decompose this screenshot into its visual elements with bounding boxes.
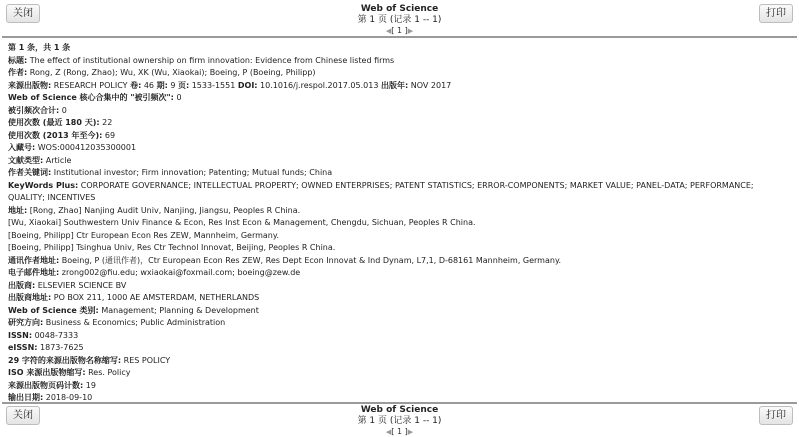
print-button[interactable]: 打印	[759, 4, 793, 23]
bottom-toolbar	[0, 402, 799, 436]
field-iso-abbr: ISO 来源出版物缩写: Res. Policy	[8, 368, 131, 377]
field-keywords-plus: KeyWords Plus: CORPORATE GOVERNANCE; INTELLECTUAL PROPERTY; OWNED ENTERPRISES; PATENT STATISTICS; ERROR-COMPONENTS; MARKET VALUE; PANEL-DATA; PERFORMANCE; QUALITY; INCENTIVES	[8, 180, 754, 202]
field-accession: 入藏号: WOS:000412035300001	[8, 143, 137, 152]
field-eissn: eISSN: 1873-7625	[8, 343, 84, 352]
field-email: 电子邮件地址: zrong002@fiu.edu; wxiaokai@foxmail.com; boeing@zew.de	[8, 268, 301, 277]
field-page-count: 来源出版物页码计数: 19	[8, 380, 96, 390]
page-title: Web of Science	[360, 4, 439, 14]
address-line: [Boeing, Philipp] Tsinghua Univ, Res Ctr Technol Innovat, Beijing, Peoples R China.	[8, 243, 336, 252]
field-output-date: 输出日期: 2018-09-10	[8, 393, 93, 402]
next-page-icon[interactable]: ▶	[407, 428, 414, 436]
field-source: 来源出版物: RESEARCH POLICY 卷: 46 期: 9 页: 1533-1551 DOI: 10.1016/j.respol.2017.05.013 出版年: NOV 2017	[8, 80, 452, 90]
record-content	[8, 42, 793, 405]
prev-page-icon[interactable]: ◀	[385, 428, 392, 436]
record-count: 第 1 条，共 1 条	[8, 43, 71, 52]
field-publisher-address: 出版商地址: PO BOX 211, 1000 AE AMSTERDAM, NETHERLANDS	[8, 293, 260, 302]
field-issn: ISSN: 0048-7333	[8, 330, 79, 340]
prev-page-icon[interactable]: ◀	[385, 27, 392, 35]
print-button-bottom[interactable]: 打印	[759, 406, 793, 425]
close-button[interactable]: 关闭	[6, 4, 40, 23]
field-wos-cited: Web of Science 核心合集中的 "被引频次": 0	[8, 93, 182, 102]
field-doctype: 文献类型: Article	[8, 155, 72, 165]
field-research-area: 研究方向: Business & Economics; Public Administration	[8, 318, 226, 327]
field-usage-180: 使用次数 (最近 180 天): 22	[8, 118, 113, 127]
address-line: [Wu, Xiaokai] Southwestern Univ Finance & Econ, Res Inst Econ & Management, Chengdu, Sichuan, Peoples R China.	[8, 218, 476, 227]
page-info: 第 1 页 (记录 1 -- 1)	[357, 15, 442, 25]
footer-page-info: 第 1 页 (记录 1 -- 1)	[357, 416, 442, 426]
field-wos-category: Web of Science 类别: Management; Planning & Development	[8, 305, 259, 315]
footer-divider	[2, 402, 797, 404]
footer-pager	[0, 427, 799, 437]
field-reprint-address: 通讯作者地址: Boeing, P (通讯作者)，Ctr European Econ Res ZEW, Res Dept Econ Innovat & Ind Dynam, L7,1, D-68161 Mannheim, Germany.	[8, 255, 562, 265]
header-divider	[2, 36, 797, 38]
pager-label[interactable]: [ 1 ]	[391, 26, 408, 35]
footer-pager-label[interactable]: [ 1 ]	[391, 427, 408, 436]
field-usage-2013: 使用次数 (2013 年至今): 69	[8, 130, 116, 140]
next-page-icon[interactable]: ▶	[407, 27, 414, 35]
field-publisher: 出版商: ELSEVIER SCIENCE BV	[8, 280, 127, 290]
field-title: 标题: The effect of institutional ownership on firm innovation: Evidence from Chinese listed firms	[8, 55, 395, 65]
close-button-bottom[interactable]: 关闭	[6, 406, 40, 425]
field-abbr29: 29 字符的来源出版物名称缩写: RES POLICY	[8, 355, 171, 365]
field-total-cited: 被引频次合计: 0	[8, 105, 67, 115]
address-line: [Boeing, Philipp] Ctr European Econ Res ZEW, Mannheim, Germany.	[8, 230, 280, 240]
top-toolbar	[0, 0, 799, 38]
field-address: 地址: [Rong, Zhao] Nanjing Audit Univ, Nanjing, Jiangsu, Peoples R China.	[8, 205, 301, 215]
pager	[0, 26, 799, 36]
footer-title: Web of Science	[360, 405, 439, 415]
field-keywords: 作者关键词: Institutional investor; Firm innovation; Patenting; Mutual funds; China	[8, 168, 333, 177]
field-author: 作者: Rong, Z (Rong, Zhao); Wu, XK (Wu, Xiaokai); Boeing, P (Boeing, Philipp)	[8, 68, 316, 77]
